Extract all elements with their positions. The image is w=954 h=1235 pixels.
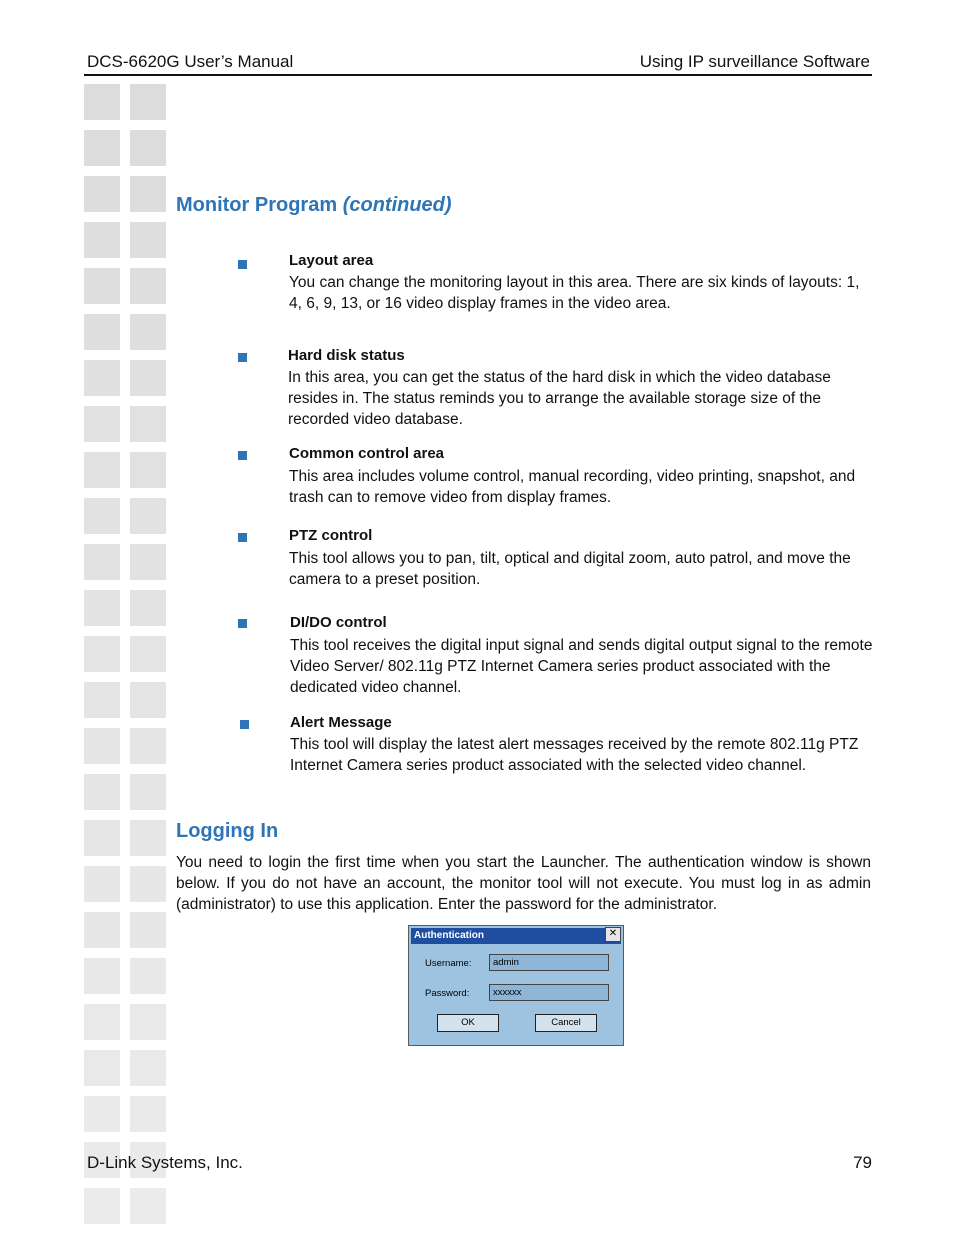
decorative-tile	[84, 774, 120, 810]
decorative-tile	[84, 1004, 120, 1040]
decorative-tile	[84, 360, 120, 396]
bullet-icon	[238, 533, 247, 542]
close-icon[interactable]: ✕	[605, 927, 621, 942]
decorative-tile	[84, 176, 120, 212]
username-input[interactable]: admin	[489, 954, 609, 971]
decorative-tile	[130, 130, 166, 166]
logging-in-paragraph: You need to login the first time when you start the Launcher. The authentication window is shown below. If you do not have an account, the monitor tool will not execute. You must log in as admin (administrator) to use this application. Enter the password for the administrator.	[176, 854, 871, 913]
decorative-tile	[84, 866, 120, 902]
section-title-logging-in: Logging In	[176, 820, 279, 842]
decorative-tile	[130, 544, 166, 580]
decorative-tile	[130, 774, 166, 810]
ok-button[interactable]: OK	[437, 1014, 499, 1032]
decorative-tile	[130, 452, 166, 488]
decorative-tile	[84, 268, 120, 304]
decorative-tile	[130, 912, 166, 948]
dialog-title: Authentication	[414, 930, 484, 941]
section-title-continued: (continued)	[342, 194, 452, 216]
decorative-tile	[130, 314, 166, 350]
decorative-tile	[84, 222, 120, 258]
authentication-dialog	[408, 925, 624, 1046]
decorative-tile	[130, 820, 166, 856]
password-input[interactable]: xxxxxx	[489, 984, 609, 1001]
item-heading: DI/DO control	[290, 614, 387, 631]
bullet-icon	[238, 260, 247, 269]
decorative-tile	[84, 84, 120, 120]
decorative-tile	[130, 958, 166, 994]
decorative-tile	[130, 222, 166, 258]
cancel-button[interactable]: Cancel	[535, 1014, 597, 1032]
section-title-monitor-program	[176, 194, 452, 217]
decorative-tile	[84, 544, 120, 580]
decorative-tile	[130, 636, 166, 672]
company-name: D-Link Systems, Inc.	[87, 1153, 243, 1172]
header-rule	[84, 74, 872, 76]
decorative-tile	[84, 636, 120, 672]
decorative-tile	[84, 1050, 120, 1086]
decorative-tile	[84, 590, 120, 626]
section-title-text: Monitor Program	[176, 194, 338, 216]
bullet-icon	[238, 619, 247, 628]
item-body: You can change the monitoring layout in this area. There are six kinds of layouts: 1, 4, 6, 9, 13, or 16 video display frames in the video area.	[289, 274, 860, 312]
decorative-tile	[130, 84, 166, 120]
decorative-tile	[130, 866, 166, 902]
item-body: This tool allows you to pan, tilt, optical and digital zoom, auto patrol, and move the camera to a preset position.	[289, 550, 851, 588]
decorative-tile	[84, 1188, 120, 1224]
decorative-tile	[130, 498, 166, 534]
decorative-tile	[84, 498, 120, 534]
dialog-titlebar	[411, 928, 621, 944]
decorative-tile	[84, 1096, 120, 1132]
decorative-tile	[130, 176, 166, 212]
item-heading: Common control area	[289, 445, 445, 462]
decorative-tile	[84, 820, 120, 856]
bullet-icon	[240, 720, 249, 729]
decorative-tile	[130, 590, 166, 626]
decorative-tile	[84, 314, 120, 350]
decorative-tile	[84, 912, 120, 948]
decorative-tile	[84, 406, 120, 442]
decorative-tile	[84, 682, 120, 718]
bullet-icon	[238, 451, 247, 460]
item-heading: PTZ control	[289, 527, 373, 544]
decorative-tile	[84, 728, 120, 764]
decorative-tile	[130, 268, 166, 304]
decorative-tile	[130, 1004, 166, 1040]
item-body: This tool will display the latest alert messages received by the remote 802.11g PTZ Internet Camera series product associated with the selected video channel.	[290, 736, 859, 774]
decorative-tile	[130, 682, 166, 718]
decorative-tile-grid	[84, 84, 174, 1234]
decorative-tile	[130, 728, 166, 764]
decorative-tile	[130, 406, 166, 442]
decorative-tile	[130, 360, 166, 396]
manual-title: DCS-6620G User’s Manual	[87, 52, 294, 71]
password-label: Password:	[425, 988, 470, 999]
item-heading: Hard disk status	[288, 347, 405, 364]
page-number: 79	[853, 1153, 872, 1172]
item-body: In this area, you can get the status of the hard disk in which the video database resides in. The status reminds you to arrange the available storage size of the recorded video database.	[288, 369, 831, 428]
chapter-title: Using IP surveillance Software	[639, 52, 870, 71]
decorative-tile	[84, 130, 120, 166]
item-body: This tool receives the digital input signal and sends digital output signal to the remote Video Server/ 802.11g PTZ Internet Camera series product associated with the dedicated video channel.	[290, 637, 873, 696]
item-body: This area includes volume control, manual recording, video printing, snapshot, and trash can to remove video from display frames.	[289, 468, 856, 506]
decorative-tile	[84, 452, 120, 488]
username-label: Username:	[425, 958, 472, 969]
bullet-icon	[238, 353, 247, 362]
decorative-tile	[84, 958, 120, 994]
item-heading: Layout area	[289, 252, 374, 269]
decorative-tile	[130, 1188, 166, 1224]
decorative-tile	[130, 1096, 166, 1132]
item-heading: Alert Message	[290, 714, 392, 731]
decorative-tile	[130, 1050, 166, 1086]
